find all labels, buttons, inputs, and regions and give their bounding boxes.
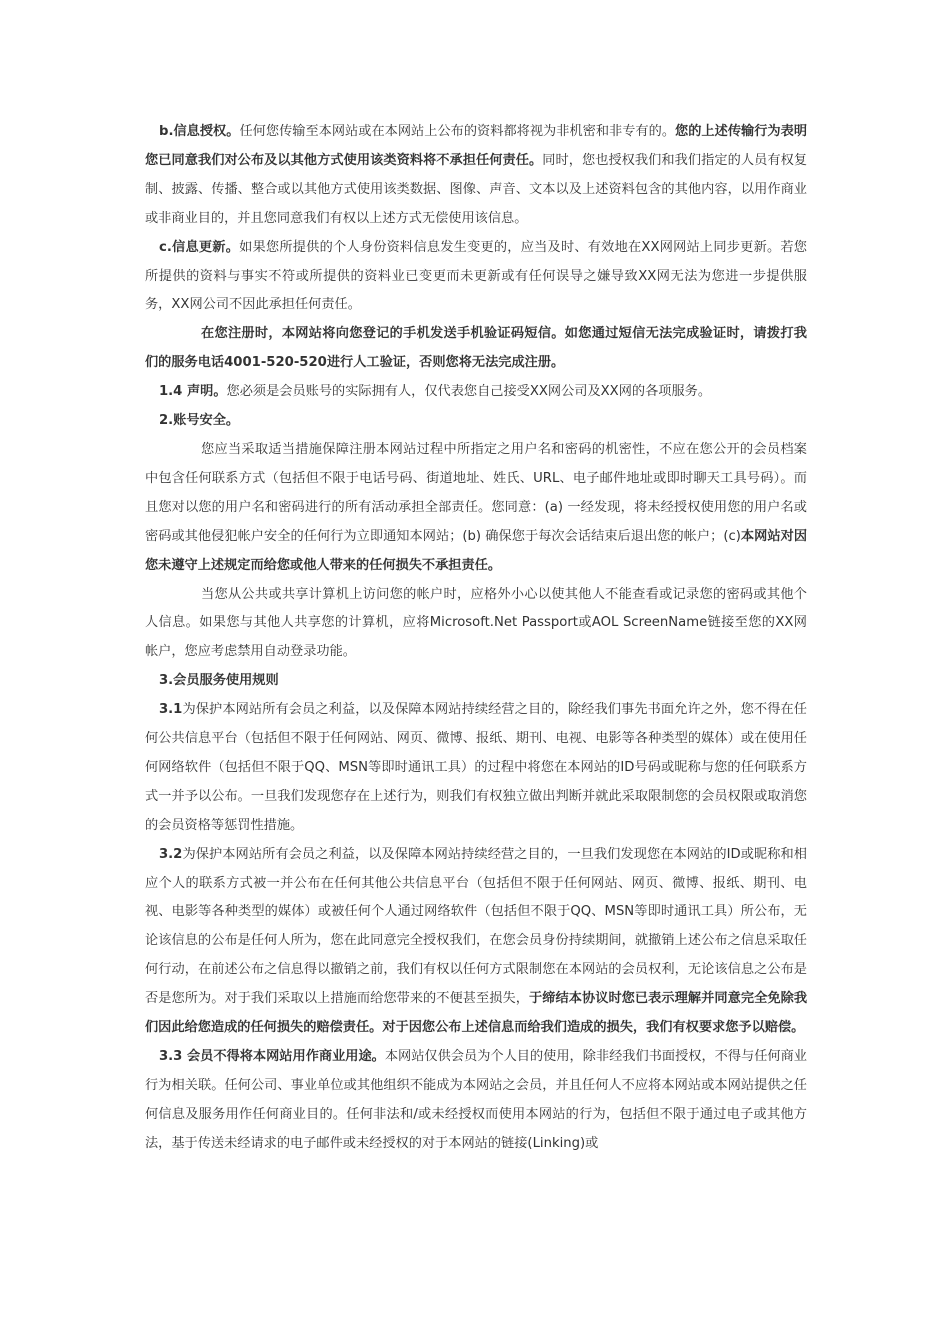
text-run: 本网站仅供会员为个人目的使用，除非经我们书面授权，不得与任何商业行为相关联。任何公司、事业单位或其他组织不能成为本网站之会员，并且任何人不应将本网站或本网站提供之任何信息及服务用作任何商业目的。任何非法和/或未经授权而使用本网站的行为，包括但不限于通过电子或其他方法，基于传送未经请求的电子邮件或未经授权的对于本网站的链接(Linking)或 (145, 1049, 807, 1151)
bold-text-run: 在您注册时，本网站将向您登记的手机发送手机验证码短信。如您通过短信无法完成验证时，请拨打我们的服务电话4001-520-520进行人工验证，否则您将无法完成注册。 (145, 326, 807, 371)
clause-number: 3.1 (159, 702, 183, 718)
text-run: 您应当采取适当措施保障注册本网站过程中所指定之用户名和密码的机密性，不应在您公开的会员档案中包含任何联系方式（包括但不限于电话号码、街道地址、姓氏、URL、电子邮件地址或即时聊天工具号码）。而且您对以您的用户名和密码进行的所有活动承担全部责任。您同意：(a) 一经发现，将未经授权使用您的用户名或密码或其他侵犯帐户安全的任何行为立即通知本网站；(b) 确保您于每次会话结束后退出您的帐户；(c) (145, 441, 807, 544)
paragraph-rule-3-3 (145, 1043, 807, 1159)
bold-text-run: 于缔结本协议时您已表示理解并同意完全免除我们因此给您造成的任何损失的赔偿责任。对于因您公布上述信息而给我们造成的损失，我们有权要求您予以赔偿。 (145, 991, 808, 1036)
text-run: 为保护本网站所有会员之利益，以及保障本网站持续经营之目的，除经我们事先书面允许之外，您不得在任何公共信息平台（包括但不限于任何网站、网页、微博、报纸、期刊、电视、电影等各种类型的媒体）或在使用任何网络软件（包括但不限于QQ、MSN等即时通讯工具）的过程中将您在本网站的ID号码或昵称与您的任何联系方式一并予以公布。一旦我们发现您存在上述行为，则我们有权独立做出判断并就此采取限制您的会员权限或取消您的会员资格等惩罚性措施。 (145, 702, 807, 833)
heading-declaration: 1.4 声明。 (159, 384, 227, 400)
paragraph-info-update (145, 234, 807, 321)
paragraph-rule-3-1 (145, 696, 807, 841)
text-run: 当您从公共或共享计算机上访问您的帐户时，应格外小心以使其他人不能查看或记录您的密码或其他个人信息。如果您与其他人共享您的计算机，应将Microsoft.Net Passport或AOL ScreenName链接至您的XX网帐户，您应考虑禁用自动登录功能。 (145, 586, 807, 660)
paragraph-declaration (145, 378, 807, 407)
bold-text-run: 您的上述传输行为表明您已同意我们对公布及以其他方式使用该类资料将不承担任何责任。 (145, 124, 808, 168)
heading-account-security: 2.账号安全。 (159, 413, 240, 429)
paragraph-info-authorization (145, 118, 807, 234)
section-heading-usage-rules (145, 667, 807, 696)
section-heading-account-security (145, 407, 807, 436)
paragraph-password-confidentiality (145, 436, 807, 581)
heading-info-update: c.信息更新。 (159, 239, 240, 255)
text-run: 您必须是会员账号的实际拥有人，仅代表您自己接受XX网公司及XX网的各项服务。 (226, 384, 712, 400)
paragraph-sms-verification (145, 320, 807, 378)
document-body (145, 118, 807, 1159)
text-run: 任何您传输至本网站或在本网站上公布的资料都将视为非机密和非专有的。 (239, 124, 676, 139)
paragraph-rule-3-2 (145, 841, 807, 1043)
text-run: 如果您所提供的个人身份资料信息发生变更的，应当及时、有效地在XX网网站上同步更新。若您所提供的资料与事实不符或所提供的资料业已变更而未更新或有任何误导之嫌导致XX网无法为您进一步提供服务，XX网公司不因此承担任何责任。 (145, 239, 807, 313)
heading-rule-3-3: 3.3 会员不得将本网站用作商业用途。 (159, 1049, 385, 1064)
text-run: 同时，您也授权我们和我们指定的人员有权复制、披露、传播、整合或以其他方式使用该类数据、图像、声音、文本以及上述资料包含的其他内容，以用作商业或非商业目的，并且您同意我们有权以上述方式无偿使用该信息。 (145, 152, 808, 226)
heading-info-authorization: b.信息授权。 (159, 124, 240, 139)
heading-usage-rules: 3.会员服务使用规则 (159, 673, 279, 689)
clause-number: 3.2 (159, 846, 183, 862)
bold-text-run: 本网站对因您未遵守上述规定而给您或他人带来的任何损失不承担责任。 (145, 528, 808, 573)
paragraph-shared-computer (145, 581, 807, 668)
text-run: 为保护本网站所有会员之利益，以及保障本网站持续经营之目的，一旦我们发现您在本网站的ID或昵称和相应个人的联系方式被一并公布在任何其他公共信息平台（包括但不限于任何网站、网页、微博、报纸、期刊、电视、电影等各种类型的媒体）或被任何个人通过网络软件（包括但不限于QQ、MSN等即时通讯工具）所公布，无论该信息的公布是任何人所为，您在此同意完全授权我们，在您会员身份持续期间，就撤销上述公布之信息采取任何行动，在前述公布之信息得以撤销之前，我们有权以任何方式限制您在本网站的会员权利，无论该信息之公布是否是您所为。对于我们采取以上措施而给您带来的不便甚至损失， (145, 846, 807, 1007)
